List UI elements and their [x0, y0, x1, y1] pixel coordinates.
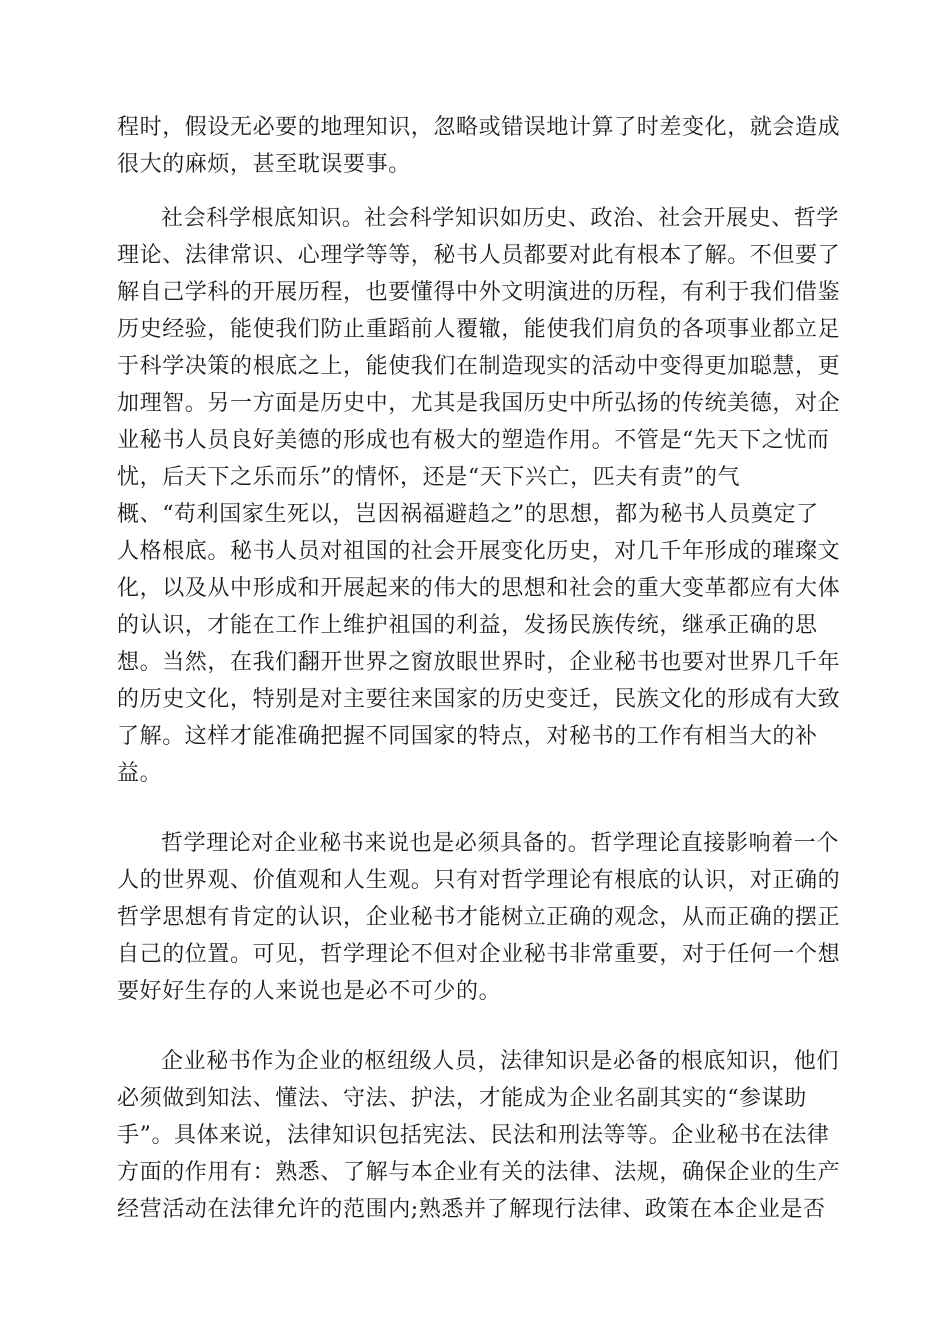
paragraph-line: 了解。这样才能准确把握不同国家的特点，对秘书的工作有相当大的补 [117, 724, 818, 749]
paragraph-line: 解自己学科的开展历程，也要懂得中外文明演进的历程，有利于我们借鉴 [117, 280, 841, 305]
paragraph-line: 方面的作用有：熟悉、了解与本企业有关的法律、法规，确保企业的生产 [117, 1160, 841, 1185]
paragraph-line: 人格根底。秘书人员对祖国的社会开展变化历史，对几千年形成的璀璨文 [117, 539, 841, 564]
paragraph-line: 概、“苟利国家生死以，岂因祸福避趋之”的思想，都为秘书人员奠定了 [117, 502, 819, 527]
paragraph-line: 自己的位置。可见，哲学理论不但对企业秘书非常重要，对于任何一个想 [117, 942, 841, 967]
paragraph-line: 想。当然，在我们翻开世界之窗放眼世界时，企业秘书也要对世界几千年 [117, 650, 841, 675]
paragraph-line: 化，以及从中形成和开展起来的伟大的思想和社会的重大变革都应有大体 [117, 576, 841, 601]
paragraph-line: 益。 [117, 761, 163, 786]
paragraph-line: 要好好生存的人来说也是必不可少的。 [117, 979, 502, 1004]
paragraph-line: 业秘书人员良好美德的形成也有极大的塑造作用。不管是“先天下之忧而 [117, 428, 830, 453]
paragraph-line: 程时，假设无必要的地理知识，忽略或错误地计算了时差变化，就会造成 [117, 115, 841, 140]
paragraph-line: 的认识，才能在工作上维护祖国的利益，发扬民族传统，继承正确的思 [117, 613, 818, 638]
paragraph-line: 的历史文化，特别是对主要往来国家的历史变迁，民族文化的形成有大致 [117, 687, 841, 712]
paragraph-line: 人的世界观、价值观和人生观。只有对哲学理论有根底的认识，对正确的 [117, 868, 841, 893]
paragraph-line: 于科学决策的根底之上，能使我们在制造现实的活动中变得更加聪慧，更 [117, 354, 841, 379]
paragraph-line: 企业秘书作为企业的枢纽级人员，法律知识是必备的根底知识，他们 [161, 1049, 840, 1074]
paragraph-line: 手”。具体来说，法律知识包括宪法、民法和刑法等等。企业秘书在法律 [117, 1123, 830, 1148]
paragraph-line: 哲学思想有肯定的认识，企业秘书才能树立正确的观念，从而正确的摆正 [117, 905, 841, 930]
paragraph-line: 必须做到知法、懂法、守法、护法，才能成为企业名副其实的“参谋助 [117, 1086, 807, 1111]
paragraph-line: 历史经验，能使我们防止重蹈前人覆辙，能使我们肩负的各项事业都立足 [117, 317, 841, 342]
paragraph-line: 哲学理论对企业秘书来说也是必须具备的。哲学理论直接影响着一个 [161, 831, 840, 856]
paragraph-line: 很大的麻烦，甚至耽误要事。 [117, 152, 411, 177]
paragraph-line: 社会科学根底知识。社会科学知识如历史、政治、社会开展史、哲学 [161, 206, 840, 231]
paragraph-line: 忧，后天下之乐而乐”的情怀，还是“天下兴亡，匹夫有责”的气 [117, 465, 741, 490]
paragraph-line: 加理智。另一方面是历史中，尤其是我国历史中所弘扬的传统美德，对企 [117, 391, 841, 416]
paragraph-line: 经营活动在法律允许的范围内;熟悉并了解现行法律、政策在本企业是否 [117, 1197, 826, 1222]
paragraph-line: 理论、法律常识、心理学等等，秘书人员都要对此有根本了解。不但要了 [117, 243, 841, 268]
